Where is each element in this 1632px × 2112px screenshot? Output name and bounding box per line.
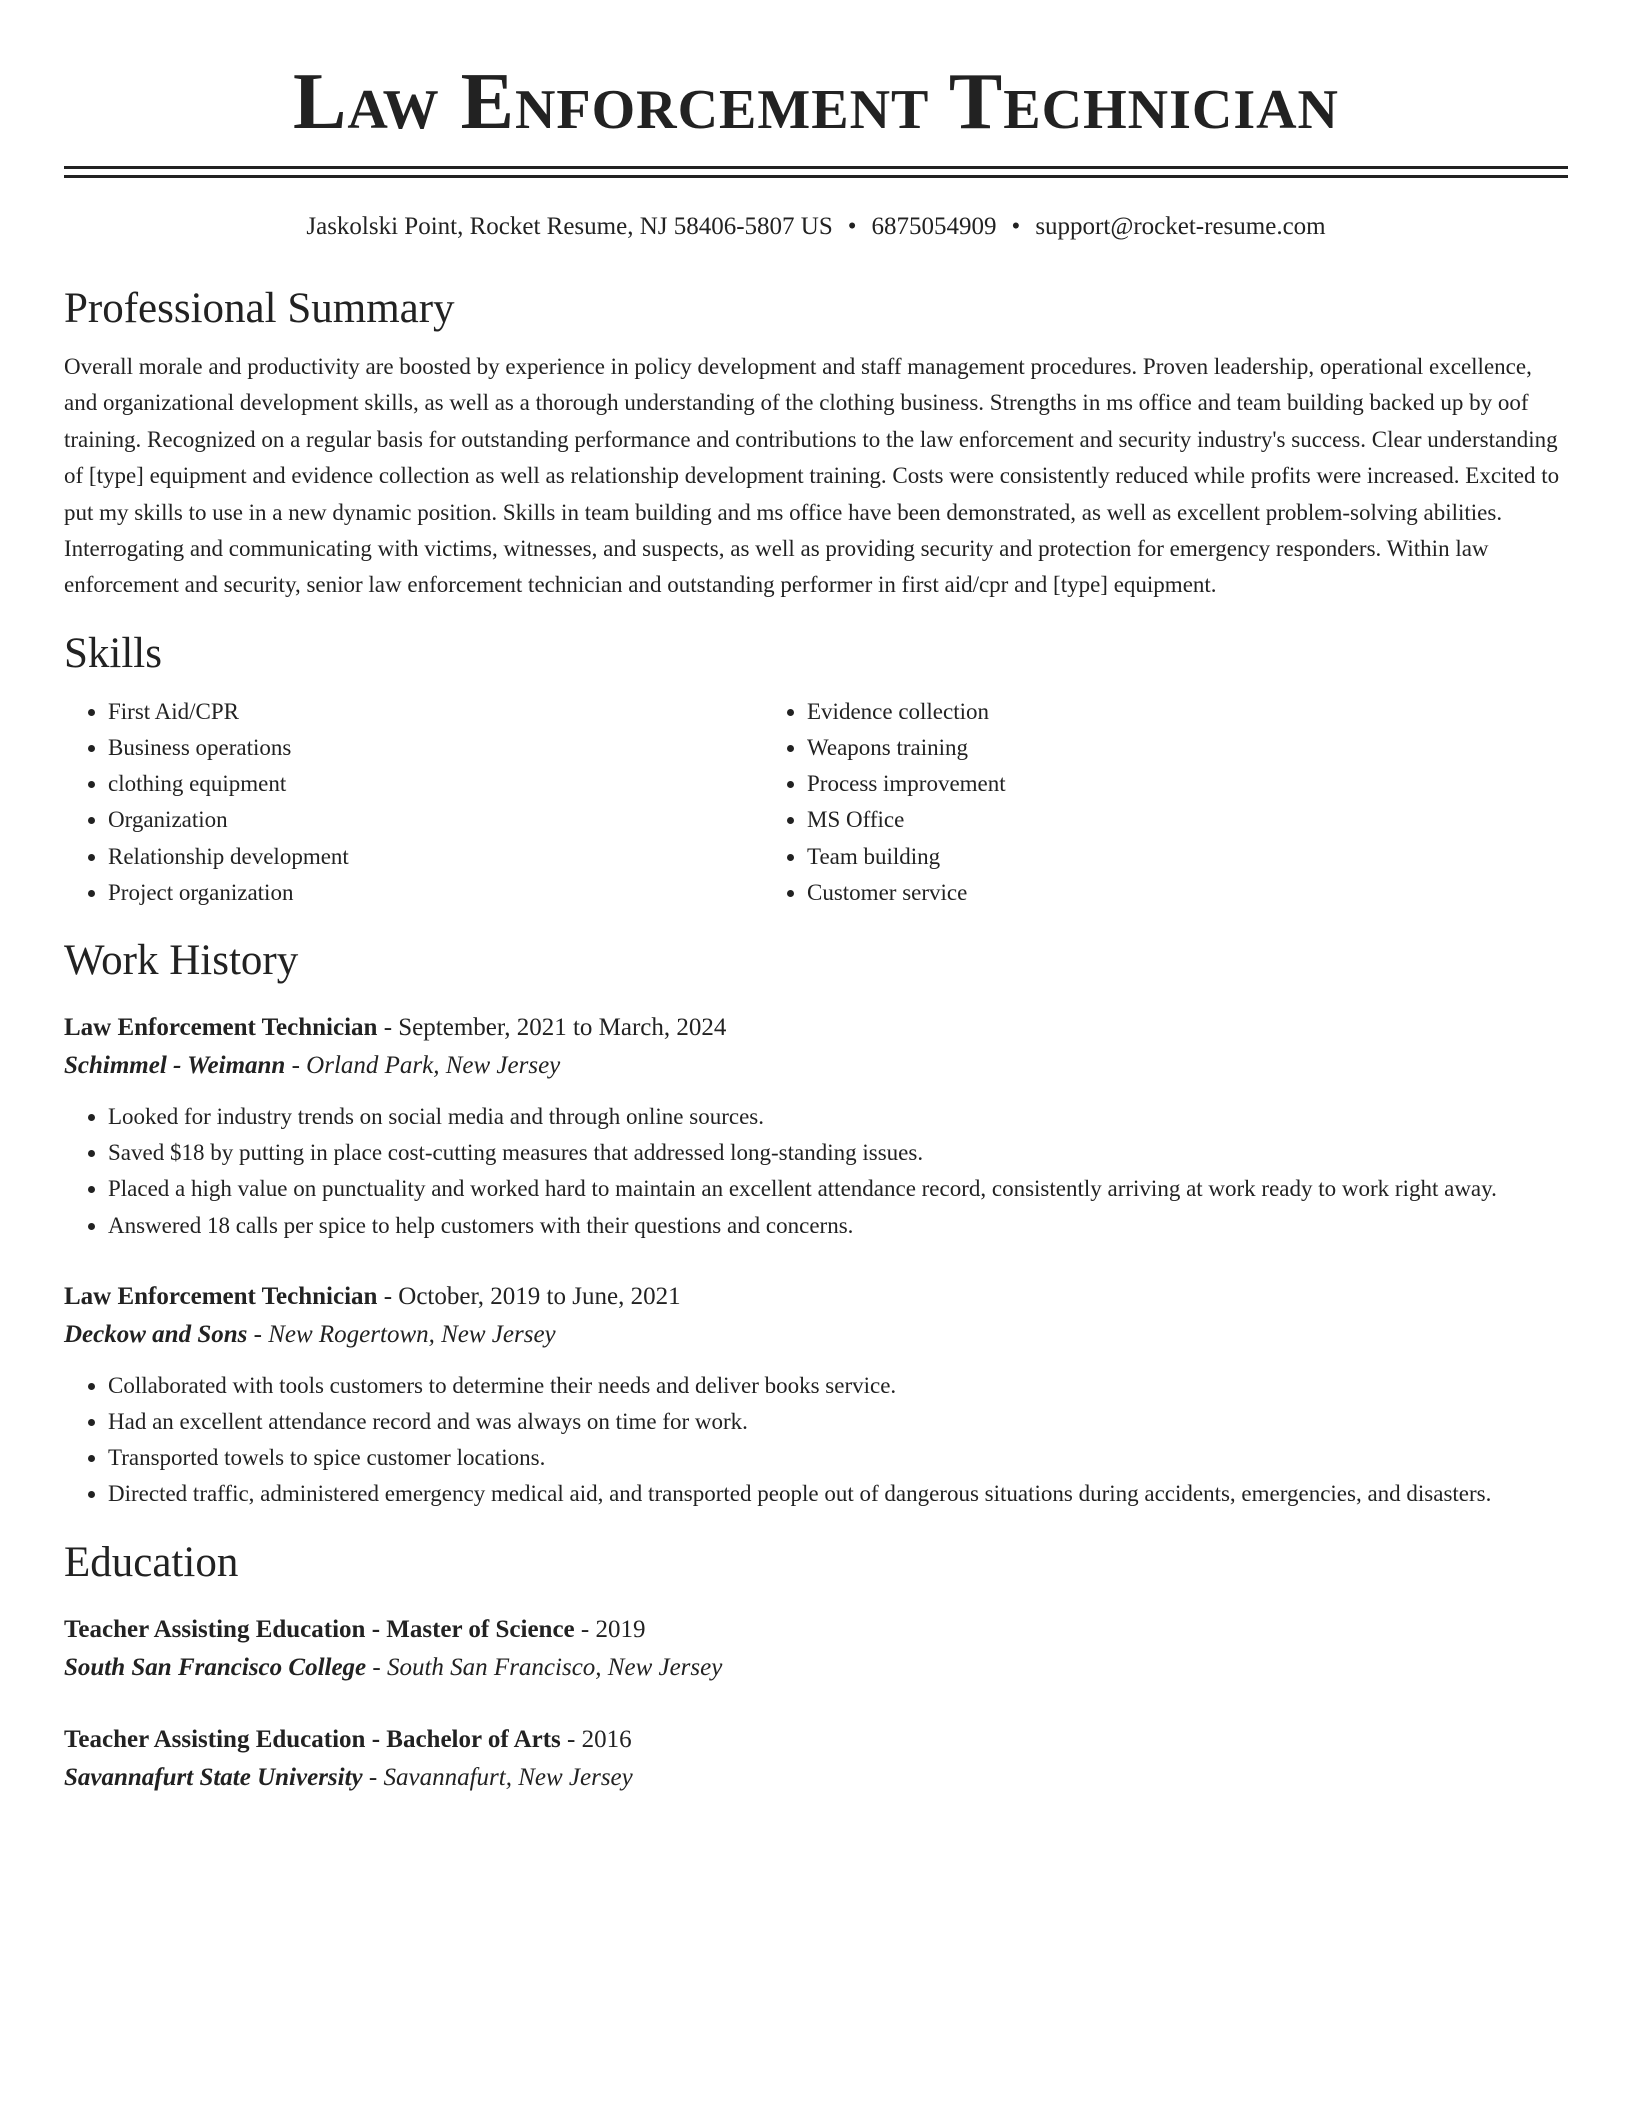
skills-heading: Skills xyxy=(64,629,162,677)
job-entry xyxy=(64,1009,1568,1244)
education-year: 2019 xyxy=(595,1615,646,1643)
skill-item: • MS Office xyxy=(807,802,1462,838)
job-dash: - xyxy=(247,1320,269,1348)
skill-item: • Relationship development xyxy=(108,839,763,875)
education-entry xyxy=(64,1611,1568,1687)
resume-name: Law Enforcement Technician xyxy=(292,58,1339,146)
summary-heading: Professional Summary xyxy=(64,285,455,332)
job-dash: - xyxy=(377,1282,399,1310)
header-double-rule xyxy=(64,166,1568,178)
contact-separator: • xyxy=(1011,213,1021,240)
job-bullet: • Answered 18 calls per spice to help customers with their questions and concerns. xyxy=(108,1208,1568,1244)
summary-text: Overall morale and productivity are boosted by experience in policy development and staff management procedures. Proven leadership, operational excellence, and organizational development skills, as well as a thorough understanding of the clothing business. Strengths in ms office and team building backed up by oof training. Recognized on a regular basis for outstanding performance and contributions to the law enforcement and security industry's success. Clear understanding of [type] equipment and evidence collection as well as relationship development training. Costs were consistently reduced while profits were increased. Excited to put my skills to use in a new dynamic position. Skills in team building and ms office have been demonstrated, as well as excellent problem-solving abilities. Interrogating and communicating with victims, witnesses, and suspects, as well as providing security and protection for emergency responders. Within law enforcement and security, senior law enforcement technician and outstanding performer in first aid/cpr and [type] equipment. xyxy=(64,354,1560,598)
job-bullet: • Placed a high value on punctuality and worked hard to maintain an excellent attendance record, consistently arriving at work ready to work right away. xyxy=(108,1171,1568,1207)
education-school: Savannafurt State University xyxy=(64,1763,363,1791)
skill-item: • Weapons training xyxy=(807,730,1462,766)
job-dates: October, 2019 to June, 2021 xyxy=(398,1282,681,1310)
education-degree: Teacher Assisting Education - Bachelor of Arts xyxy=(64,1725,561,1753)
job-dash: - xyxy=(285,1052,307,1080)
job-dates: September, 2021 to March, 2024 xyxy=(398,1014,727,1042)
skills-column-right xyxy=(763,694,1462,911)
job-company-line xyxy=(64,1316,1568,1354)
education-degree: Teacher Assisting Education - Master of Science xyxy=(64,1615,575,1643)
education-dash: - xyxy=(362,1763,384,1791)
skill-item: • Business operations xyxy=(108,730,763,766)
skill-item: • Evidence collection xyxy=(807,694,1462,730)
contact-email: support@rocket-resume.com xyxy=(1035,213,1326,240)
contact-address: Jaskolski Point, Rocket Resume, NJ 58406-5807 US xyxy=(306,213,833,240)
job-bullets xyxy=(64,1368,1568,1513)
education-school-line xyxy=(64,1649,1568,1687)
job-company: Deckow and Sons xyxy=(64,1320,248,1348)
job-bullet: • Looked for industry trends on social media and through online sources. xyxy=(108,1099,1568,1135)
skill-item: • First Aid/CPR xyxy=(108,694,763,730)
work-history-heading: Work History xyxy=(64,937,299,985)
education-dash: - xyxy=(574,1615,596,1643)
education-entry xyxy=(64,1721,1568,1797)
skills-list xyxy=(64,694,1568,911)
contact-phone: 6875054909 xyxy=(871,213,997,240)
education-school: South San Francisco College xyxy=(64,1653,367,1681)
contact-separator: • xyxy=(847,213,857,240)
job-bullets xyxy=(64,1099,1568,1244)
job-bullet: • Saved $18 by putting in place cost-cutting measures that addressed long-standing issues. xyxy=(108,1135,1568,1171)
education-school-line xyxy=(64,1759,1568,1797)
skill-item: • Team building xyxy=(807,839,1462,875)
contact-line xyxy=(64,211,1568,243)
job-bullet: • Transported towels to spice customer locations. xyxy=(108,1440,1568,1476)
job-title-line xyxy=(64,1009,1568,1047)
job-location: New Rogertown, New Jersey xyxy=(268,1320,556,1348)
education-heading: Education xyxy=(64,1538,239,1586)
job-title-line xyxy=(64,1278,1568,1316)
resume-page xyxy=(64,0,1568,1797)
job-title: Law Enforcement Technician xyxy=(64,1282,378,1310)
skill-item: • Organization xyxy=(108,802,763,838)
skill-item: • clothing equipment xyxy=(108,766,763,802)
education-dash: - xyxy=(560,1725,582,1753)
job-company-line xyxy=(64,1047,1568,1085)
skill-item: • Process improvement xyxy=(807,766,1462,802)
skill-item: • Project organization xyxy=(108,875,763,911)
education-degree-line xyxy=(64,1721,1568,1759)
job-bullet: • Directed traffic, administered emergency medical aid, and transported people out of dangerous situations during accidents, emergencies, and disasters. xyxy=(108,1476,1568,1512)
job-entry xyxy=(64,1278,1568,1513)
education-location: South San Francisco, New Jersey xyxy=(386,1653,723,1681)
job-location: Orland Park, New Jersey xyxy=(306,1052,561,1080)
job-title: Law Enforcement Technician xyxy=(64,1014,378,1042)
job-dash: - xyxy=(377,1014,399,1042)
skills-column-left xyxy=(64,694,763,911)
education-degree-line xyxy=(64,1611,1568,1649)
education-dash: - xyxy=(366,1653,387,1681)
skill-item: • Customer service xyxy=(807,875,1462,911)
education-year: 2016 xyxy=(581,1725,632,1753)
job-company: Schimmel - Weimann xyxy=(64,1052,286,1080)
education-location: Savannafurt, New Jersey xyxy=(383,1763,633,1791)
job-bullet: • Collaborated with tools customers to determine their needs and deliver books service. xyxy=(108,1368,1568,1404)
job-bullet: • Had an excellent attendance record and was always on time for work. xyxy=(108,1404,1568,1440)
